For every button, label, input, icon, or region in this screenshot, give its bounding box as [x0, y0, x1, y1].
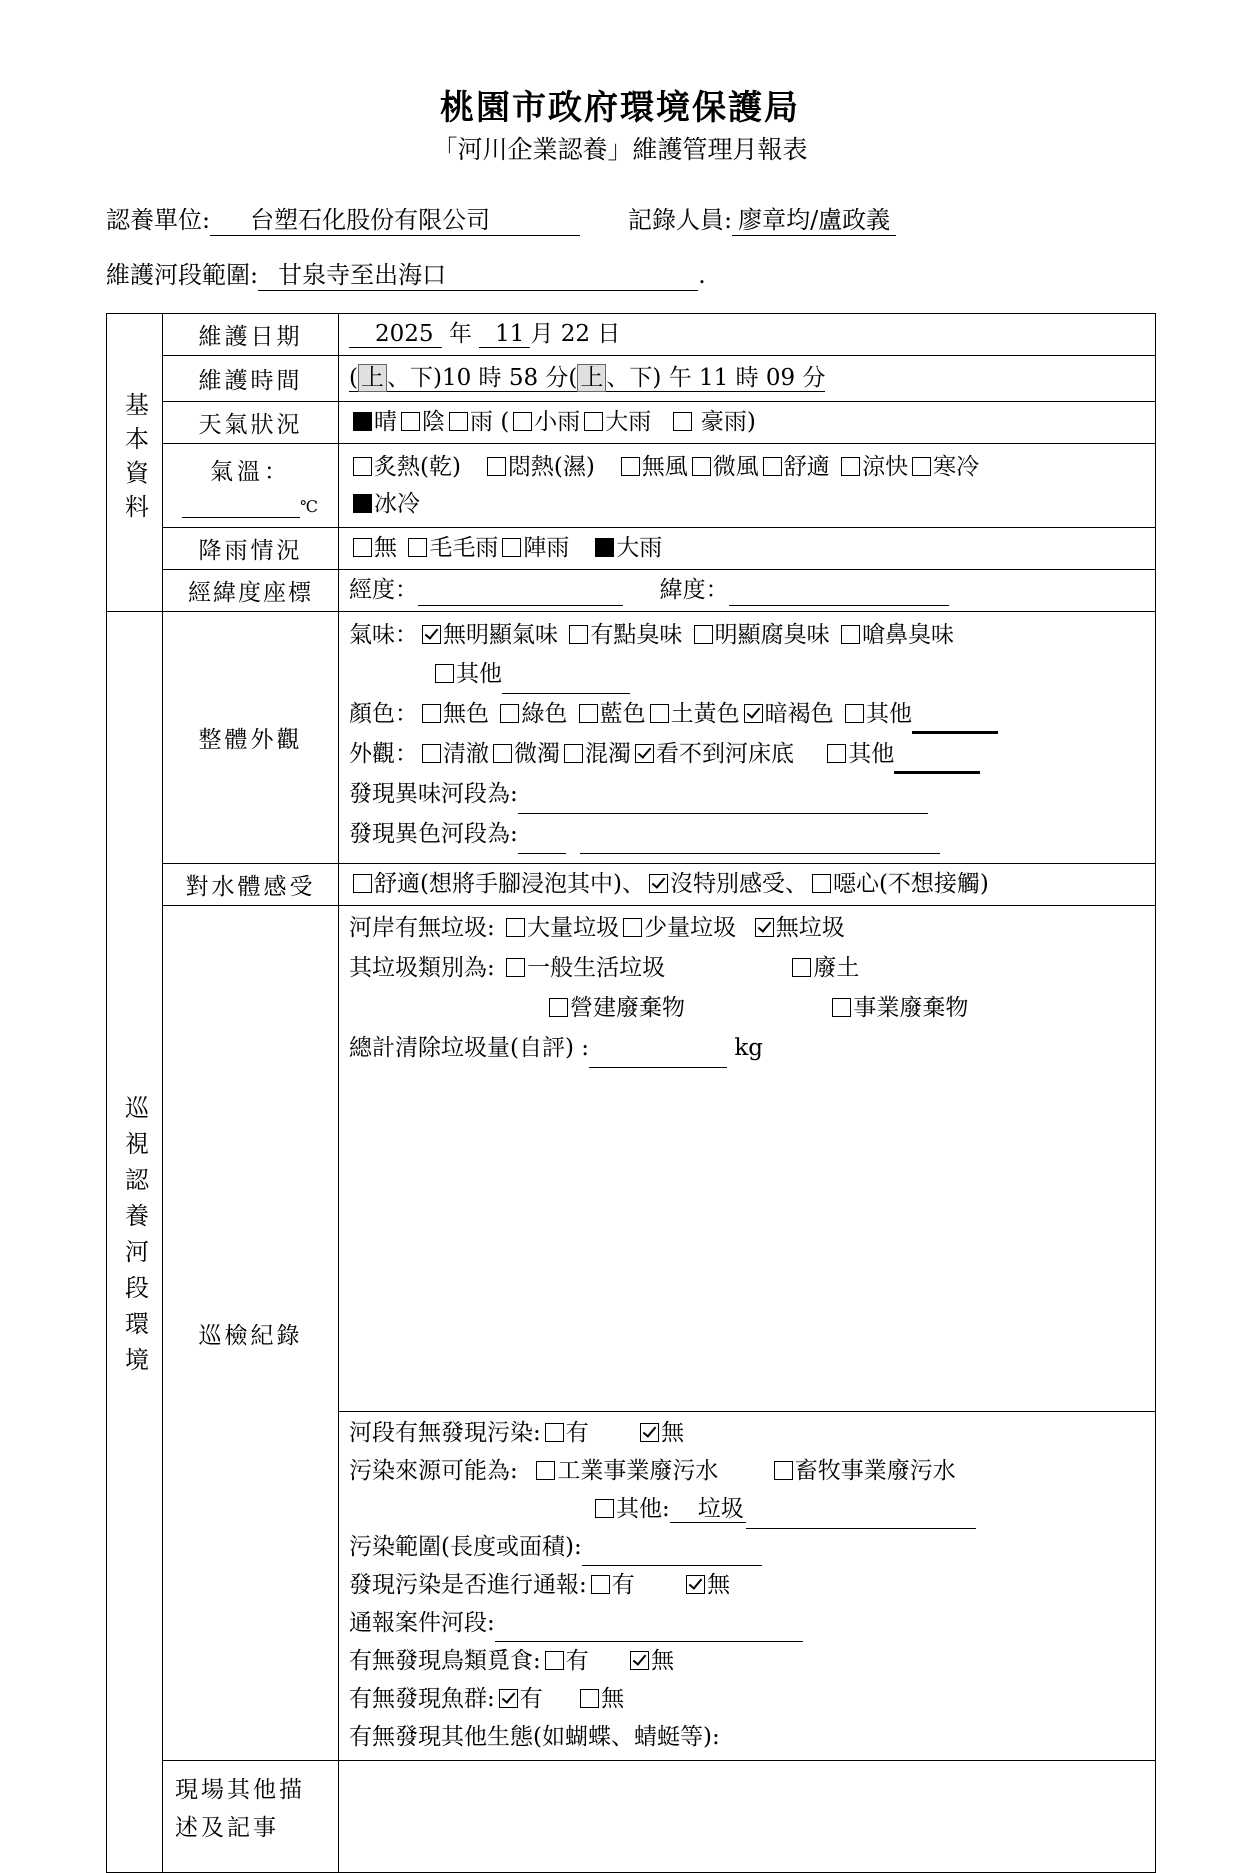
unit-row: [106, 200, 580, 236]
record-label: 巡檢紀錄: [163, 906, 339, 1761]
feeling-disgust-checkbox[interactable]: [812, 874, 831, 893]
garbage-domestic-checkbox[interactable]: [506, 958, 525, 977]
pollution-yes-label: 有: [565, 1420, 589, 1446]
source-livestock-label: 畜牧事業廢污水: [794, 1458, 956, 1484]
date-label: 維護日期: [163, 314, 339, 356]
weather-heavy-label: 大雨: [605, 409, 652, 435]
garbage-business-label: 事業廢棄物: [853, 995, 969, 1021]
section-label: 維護河段範圍:: [106, 261, 259, 289]
rainfall-none-label: 無: [374, 535, 397, 561]
rainfall-shower-checkbox[interactable]: [502, 538, 521, 557]
garbage-large-checkbox[interactable]: [506, 918, 525, 937]
color-green-label: 綠色: [521, 701, 568, 727]
color-blue-label: 藍色: [599, 701, 646, 727]
report-table: [106, 313, 1156, 1873]
source-industrial-checkbox[interactable]: [536, 1461, 555, 1480]
weather-label: 天氣狀況: [163, 402, 339, 444]
rainfall-drizzle-label: 毛毛雨: [429, 535, 499, 561]
case-input[interactable]: [495, 1615, 803, 1642]
latitude-label: 緯度：: [659, 577, 729, 603]
page-title: 桃園市政府環境保護局: [440, 88, 800, 128]
garbage-soil-checkbox[interactable]: [792, 958, 811, 977]
weather-light-label: 小雨: [534, 409, 581, 435]
start-time: 、下)10 時 58 分(: [386, 365, 578, 391]
patrol-section-title: 巡視認養河段環境: [120, 1095, 149, 1383]
fish-label: 有無發現魚群:: [349, 1686, 495, 1712]
temp-freezing-label: 冰冷: [374, 491, 420, 517]
look-other-label: 其他: [848, 741, 895, 767]
garbage-cell: [339, 906, 1156, 1412]
time-open: (: [349, 365, 358, 391]
look-label: 外觀：: [349, 741, 418, 767]
temp-cold-label: 寒冷: [933, 454, 980, 480]
rainfall-drizzle-checkbox[interactable]: [408, 538, 427, 557]
temp-input[interactable]: [182, 495, 300, 518]
feeling-none-label: 沒特別感受、: [669, 871, 808, 897]
color-none-label: 無色: [443, 701, 489, 727]
basic-section: [107, 314, 163, 612]
feeling-comfort-checkbox[interactable]: [353, 874, 372, 893]
color-blue-checkbox[interactable]: [579, 704, 598, 723]
month-unit: 月: [530, 321, 554, 347]
look-other-input[interactable]: [894, 747, 980, 774]
section-value[interactable]: 甘泉寺至出海口: [258, 255, 698, 291]
weather-rain-checkbox[interactable]: [449, 412, 468, 431]
weather-light-checkbox[interactable]: [513, 412, 532, 431]
temp-cool-checkbox[interactable]: [841, 457, 860, 476]
longitude-input[interactable]: [418, 579, 623, 606]
source-other-value[interactable]: 垃圾: [670, 1496, 746, 1523]
weather-storm-checkbox[interactable]: [673, 412, 692, 431]
rainfall-heavy-label: 大雨: [616, 535, 663, 561]
fish-yes-checkbox[interactable]: [499, 1689, 518, 1708]
recorder-label: 記錄人員:: [628, 206, 733, 234]
recorder-value[interactable]: 廖章均/盧政義: [732, 200, 896, 236]
range-label: 污染範圍(長度或面積):: [349, 1534, 582, 1560]
day-unit: 日: [597, 321, 621, 347]
report-no-label: 無: [707, 1572, 731, 1598]
color-other-checkbox[interactable]: [845, 704, 864, 723]
temp-cell: [163, 444, 339, 528]
color-label: 顏色：: [349, 701, 418, 727]
odor-section-input[interactable]: [518, 787, 928, 814]
look-turbid-label: 混濁: [585, 741, 631, 767]
notes-label: [163, 1761, 339, 1873]
look-nobed-checkbox[interactable]: [635, 744, 654, 763]
temp-hot-checkbox[interactable]: [353, 457, 372, 476]
temp-breeze-checkbox[interactable]: [692, 457, 711, 476]
am-marker-start: 上: [358, 364, 387, 392]
garbage-label: 河岸有無垃圾:: [349, 915, 495, 941]
year-value[interactable]: 2025: [349, 321, 442, 348]
smell-other-checkbox[interactable]: [435, 664, 454, 683]
temp-cool-label: 涼快: [862, 454, 909, 480]
smell-none-checkbox[interactable]: [422, 625, 441, 644]
smell-slight-checkbox[interactable]: [569, 625, 588, 644]
bird-yes-checkbox[interactable]: [545, 1651, 564, 1670]
feeling-cell: [339, 864, 1156, 906]
source-other-input[interactable]: [746, 1502, 976, 1529]
garbage-construction-label: 營建廢棄物: [570, 995, 685, 1021]
rainfall-shower-label: 陣雨: [523, 535, 570, 561]
temp-nowind-checkbox[interactable]: [621, 457, 640, 476]
odor-section-label: 發現異味河段為:: [349, 781, 518, 807]
temp-options-cell: [339, 444, 1156, 528]
feeling-disgust-label: 噁心(不想接觸): [832, 871, 989, 897]
latitude-input[interactable]: [729, 579, 949, 606]
color-other-label: 其他: [865, 701, 912, 727]
garbage-soil-label: 廢土: [813, 955, 860, 981]
report-yes-checkbox[interactable]: [591, 1575, 610, 1594]
temp-humid-checkbox[interactable]: [487, 457, 506, 476]
smell-rotten-checkbox[interactable]: [694, 625, 713, 644]
report-no-checkbox[interactable]: [686, 1575, 705, 1594]
patrol-section: [107, 612, 163, 1873]
recorder-row: [628, 200, 896, 236]
year-unit: 年: [448, 321, 472, 347]
rainfall-heavy-checkbox[interactable]: [595, 538, 614, 557]
weather-cloudy-checkbox[interactable]: [401, 412, 420, 431]
look-clear-label: 清澈: [443, 741, 489, 767]
bird-label: 有無發現鳥類覓食:: [349, 1648, 541, 1674]
feeling-comfort-label: 舒適(想將手腳浸泡其中)、: [374, 871, 645, 897]
appearance-label: 整體外觀: [163, 612, 339, 864]
garbage-construction-checkbox[interactable]: [549, 998, 568, 1017]
temp-hot-label: 炙熱(乾): [374, 454, 461, 480]
source-label: 污染來源可能為:: [349, 1458, 518, 1484]
case-label: 通報案件河段:: [349, 1610, 495, 1636]
coord-cell: [339, 570, 1156, 612]
look-slight-label: 微濁: [514, 741, 560, 767]
garbage-type-label: 其垃圾類別為:: [349, 955, 495, 981]
weather-sunny-checkbox[interactable]: [353, 412, 372, 431]
weather-cloudy-label: 陰: [422, 409, 445, 435]
smell-label: 氣味：: [349, 622, 418, 648]
fish-yes-label: 有: [519, 1686, 543, 1712]
page-subtitle: 「河川企業認養」維護管理月報表: [432, 135, 808, 164]
temp-label: 氣溫：: [210, 459, 291, 485]
longitude-label: 經度：: [349, 577, 418, 603]
report-label: 發現污染是否進行通報:: [349, 1572, 587, 1598]
rainfall-label: 降雨情況: [163, 528, 339, 570]
time-text[interactable]: [349, 365, 825, 392]
am-marker-end: 上: [577, 364, 606, 392]
temp-freezing-checkbox[interactable]: [353, 494, 372, 513]
temp-nowind-label: 無風: [641, 454, 688, 480]
pollution-no-checkbox[interactable]: [640, 1423, 659, 1442]
garbage-business-checkbox[interactable]: [832, 998, 851, 1017]
color-section-input-a[interactable]: [518, 827, 566, 854]
look-slight-checkbox[interactable]: [493, 744, 512, 763]
garbage-none-checkbox[interactable]: [755, 918, 774, 937]
temp-comfort-checkbox[interactable]: [763, 457, 782, 476]
color-none-checkbox[interactable]: [422, 704, 441, 723]
garbage-small-checkbox[interactable]: [623, 918, 642, 937]
appearance-cell: [339, 612, 1156, 864]
look-turbid-checkbox[interactable]: [564, 744, 583, 763]
look-other-checkbox[interactable]: [827, 744, 846, 763]
unit-label: 認養單位:: [106, 206, 211, 234]
fish-no-label: 無: [601, 1686, 625, 1712]
temp-comfort-label: 舒適: [783, 454, 830, 480]
weather-paren-close: ): [746, 409, 756, 435]
weather-paren-open: (: [500, 409, 510, 435]
smell-pungent-checkbox[interactable]: [841, 625, 860, 644]
day-value[interactable]: 22: [560, 321, 591, 347]
source-other-checkbox[interactable]: [595, 1499, 614, 1518]
section-row: [106, 255, 706, 291]
section-end: .: [698, 261, 706, 289]
color-yellow-checkbox[interactable]: [650, 704, 669, 723]
unit-value[interactable]: 台塑石化股份有限公司: [210, 200, 580, 236]
bird-no-checkbox[interactable]: [630, 1651, 649, 1670]
month-value[interactable]: 11: [479, 321, 530, 348]
coord-label: 經緯度座標: [163, 570, 339, 612]
rainfall-cell: [339, 528, 1156, 570]
color-brown-label: 暗褐色: [764, 701, 834, 727]
garbage-total-input[interactable]: [589, 1041, 727, 1068]
notes-label-text: 現場其他描述及記事: [175, 1777, 305, 1841]
look-nobed-label: 看不到河床底: [656, 741, 794, 767]
fish-no-checkbox[interactable]: [580, 1689, 599, 1708]
basic-section-title: 基本資料: [120, 391, 149, 528]
temp-cold-checkbox[interactable]: [912, 457, 931, 476]
weather-sunny-label: 晴: [374, 409, 397, 435]
garbage-large-label: 大量垃圾: [527, 915, 620, 941]
pollution-label: 河段有無發現污染:: [349, 1420, 541, 1446]
garbage-unit: kg: [734, 1035, 763, 1061]
notes-input[interactable]: [339, 1761, 1156, 1873]
source-other-label: 其他:: [616, 1496, 670, 1522]
end-time: 、下) 午 11 時 09 分: [606, 365, 826, 391]
smell-other-input[interactable]: [502, 669, 630, 694]
date-cell: [339, 314, 1156, 356]
garbage-domestic-label: 一般生活垃圾: [527, 955, 666, 981]
pollution-no-label: 無: [661, 1420, 685, 1446]
time-cell: [339, 356, 1156, 402]
color-section-input-b[interactable]: [580, 827, 940, 854]
time-label: 維護時間: [163, 356, 339, 402]
smell-slight-label: 有點臭味: [590, 622, 683, 648]
pollution-cell: [339, 1412, 1156, 1761]
color-section-label: 發現異色河段為:: [349, 821, 518, 847]
weather-heavy-checkbox[interactable]: [584, 412, 603, 431]
smell-other-label: 其他: [456, 661, 502, 687]
rainfall-none-checkbox[interactable]: [353, 538, 372, 557]
garbage-total-label: 總計清除垃圾量(自評) :: [349, 1035, 590, 1061]
bird-yes-label: 有: [565, 1648, 589, 1674]
other-eco-label: 有無發現其他生態(如蝴蝶、蜻蜓等):: [349, 1724, 720, 1750]
temp-unit: ℃: [300, 497, 319, 516]
pollution-yes-checkbox[interactable]: [545, 1423, 564, 1442]
weather-cell: [339, 402, 1156, 444]
temp-breeze-label: 微風: [712, 454, 759, 480]
color-brown-checkbox[interactable]: [744, 704, 763, 723]
feeling-label: 對水體感受: [163, 864, 339, 906]
source-industrial-label: 工業事業廢污水: [557, 1458, 719, 1484]
temp-humid-label: 悶熱(濕): [507, 454, 595, 480]
look-clear-checkbox[interactable]: [422, 744, 441, 763]
feeling-none-checkbox[interactable]: [649, 874, 668, 893]
report-yes-label: 有: [611, 1572, 635, 1598]
weather-storm-label: 豪雨: [700, 409, 747, 435]
smell-none-label: 無明顯氣味: [443, 622, 558, 648]
color-green-checkbox[interactable]: [500, 704, 519, 723]
source-livestock-checkbox[interactable]: [774, 1461, 793, 1480]
smell-pungent-label: 嗆鼻臭味: [861, 622, 954, 648]
range-input[interactable]: [582, 1539, 762, 1566]
garbage-small-label: 少量垃圾: [644, 915, 737, 941]
weather-rain-label: 雨: [470, 409, 493, 435]
smell-rotten-label: 明顯腐臭味: [714, 622, 830, 648]
garbage-none-label: 無垃圾: [775, 915, 845, 941]
color-yellow-label: 土黃色: [670, 701, 740, 727]
color-other-input[interactable]: [912, 707, 998, 734]
bird-no-label: 無: [651, 1648, 675, 1674]
